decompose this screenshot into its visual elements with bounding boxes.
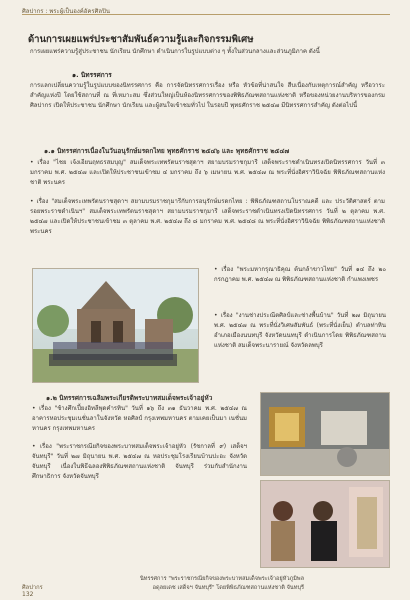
exhibition-hall-image xyxy=(261,393,389,475)
paragraph-5: • เรื่อง "งานช่างประณีตศิลป์และช่างพื้นบ้าน" วันที่ ๒๗ มิถุนายน พ.ศ. ๒๕๔๗ ณ พระที่นั่งวิเศษสัมพันธ์ (พระที่นั่งเย็น) ตำบลท่าหิน อำเภอเมืองนนทบุรี จังหวัดนนทบุรี ดำเนินการโดย พิพิธภัณฑสถานแห่งชาติ สมเด็จพระนารายณ์ จังหวัดลพบุรี xyxy=(214,312,386,349)
paragraph-6: • เรื่อง "ช้างศึกเปี้ยงอิทลีพุดคำรทิน" วันที่ ๑๖ ถึง ๓๑ ธันวาคม พ.ศ. ๒๕๔๗ ณ อาคารหอประชุมเนชั่นลาในจังหวัด หอศิลป์ กรุงเทพมหานคร ตามเคยเป็นมา เนชั่นมหานคร กรุงเทพมหานคร xyxy=(32,405,247,432)
paragraph-3: • เรื่อง "สมเด็จพระเทพรัตนราชสุดาฯ สยามบรมราชกุมารีกับการอนุรักษ์มรดกไทย : พิพิธภัณฑสถานโบราณคดี และ ประวัติศาสตร์ ตามรอยพระราชดำเนินฯ" สมเด็จพระเทพรัตนราชสุดาฯ สยามบรมราชกุมารี เสด็จพระราชดำเนินทรงเปิดนิทรรศการ วันที่ ๒ ตุลาคม พ.ศ. ๒๕๔๗ และเปิดให้ประชาชนเข้าชม ๓ ตุลาคม พ.ศ. ๒๕๔๗ ถึง ๘ มกราคม พ.ศ. ๒๕๔๘ ณ พระที่นั่งอิศราวินิจฉัย พิพิธภัณฑสถานแห่งชาติ พระนคร xyxy=(30,198,385,235)
paragraph-2: • เรื่อง "ไชย เจ้งเอียนฤทธรสมบุญ" สมเด็จพระเทพรัตนราชสุดาฯ สยามบรมราชกุมารี เสด็จพระราชดำเนินทรงเปิดนิทรรศการ วันที่ ๓ มกราคม พ.ศ. ๒๕๔๗ และเปิดให้ประชาชนเข้าชม ๔ มกราคม ถึง ๖ เมษายน พ.ศ. ๒๕๔๗ ณ พระที่นั่งอิศราวินิจฉัย พิพิธภัณฑสถานแห่งชาติ พระนคร xyxy=(30,159,385,186)
running-header: ศิลปากร : พระผู้เป็นองค์อัครศิลปิน xyxy=(22,8,111,15)
photo-exhibition-hall xyxy=(260,392,390,476)
header-rule xyxy=(22,14,390,15)
intro-text: การเผยแพร่ความรู้สู่ประชาชน นักเรียน นักศึกษา ดำเนินการในรูปแบบต่าง ๆ ทั้งในส่วนกลางและส่วนภูมิภาค ดังนี้ xyxy=(30,48,320,55)
caption-right: นิทรรศการ "พระราชกรณียกิจของพระบาทสมเด็จพระเจ้าอยู่หัวภูมิพลอดุลยเดช เสด็จฯ จันทบุรี" โดยพิพิธภัณฑสถานแห่งชาติ จันทบุรี xyxy=(139,576,304,591)
section-heading-1-1: ๑.๑ นิทรรศการเนื่องในวันอนุรักษ์มรดกไทย พุทธศักราช ๒๕๔๖ และ พุทธศักราช ๒๕๔๗ xyxy=(44,147,290,155)
footer-label: ศิลปากร xyxy=(22,585,43,591)
officials-image xyxy=(261,481,389,567)
section-heading-1-2: ๑.๒ นิทรรศการเฉลิมพระเกียรติพระบาทสมเด็จพระเจ้าอยู่หัว xyxy=(46,394,213,402)
section-heading-1: ๑. นิทรรศการ xyxy=(72,71,112,79)
paragraph-4: • เรื่อง "พระมหากรุณาธิคุณ ต้นกล้าขาวไทย" วันที่ ๑๔ ถึง ๒๐ กรกฎาคม พ.ศ. ๒๕๔๗ ณ พิพิธภัณฑสถานแห่งชาติ กำแพงเพชร xyxy=(214,266,386,283)
paragraph-7: • เรื่อง "พระราชกรณียกิจของพระบาทสมเด็จพระเจ้าอยู่หัว (รัชกาลที่ ๙) เสด็จฯ จันทบุรี" วันที่ ๒๗ มิถุนายน พ.ศ. ๒๕๔๗ ณ หอประชุมโรงเรียนบ้านปะอะ จังหวัดจันทบุรี เนื่องในพิธีฉลองพิพิธภัณฑสถานแห่งชาติ จันทบุรี ร่วมกับสำนักงานศึกษาธิการ จังหวัดจันทบุรี xyxy=(32,443,247,480)
photo-officials xyxy=(260,480,390,568)
temple-ruins-image xyxy=(33,269,198,382)
page-number: 132 xyxy=(22,591,34,598)
page-title: ด้านการเผยแพร่ประชาสัมพันธ์ความรู้และกิจกรรมพิเศษ xyxy=(28,34,254,45)
photo-temple-ruins xyxy=(32,268,199,383)
paragraph-1: การแลกเปลี่ยนความรู้ในรูปแบบของนิทรรศการ คือ การจัดนิทรรศการเรื่อง หรือ หัวข้อที่น่าสนใจ สืบเนื่องกับเหตุการณ์สำคัญ หรือวาระสำคัญแห่งปี โดยใช้สถานที่ ณ ที่เหมาะสม ซึ่งส่วนใหญ่เป็นห้องนิทรรศการของพิพิธภัณฑสถานแห่งชาติ หรือของหน่วยงานบริหารของกรมศิลปากร เปิดให้ประชาชน นักศึกษา นักเรียน และผู้สนใจเข้าชมทั่วไป ในรอบปี พุทธศักราช ๒๕๔๗ มีนิทรรศการสำคัญ ดังต่อไปนี้ xyxy=(30,82,385,109)
